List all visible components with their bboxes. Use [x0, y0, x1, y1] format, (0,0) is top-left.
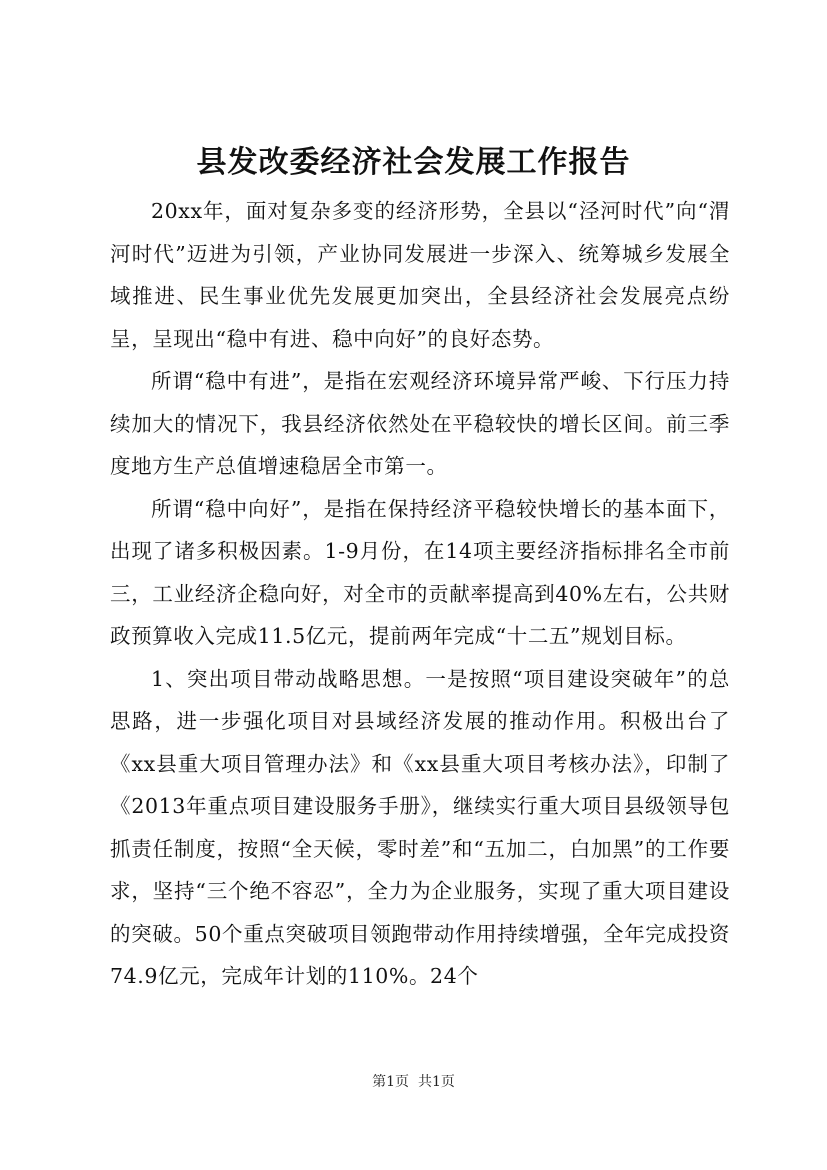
page-number: 第1页 共1页 — [372, 1074, 455, 1090]
paragraph-steady-progress: 所谓“稳中有进”，是指在宏观经济环境异常严峻、下行压力持续加大的情况下，我县经济依然处在平稳较快的增长区间。前三季度地方生产总值增速稳居全市第一。 — [110, 369, 730, 478]
paragraph-intro: 20xx年，面对复杂多变的经济形势，全县以“泾河时代”向“渭河时代”迈进为引领，产业协同发展进一步深入、统筹城乡发展全域推进、民生事业优先发展更加突出，全县经济社会发展亮点纷呈，呈现出“稳中有进、稳中向好”的良好态势。 — [110, 199, 730, 351]
document-body — [110, 190, 730, 998]
page-footer — [0, 1072, 827, 1092]
paragraph-project-strategy: 1、突出项目带动战略思想。一是按照“项目建设突破年”的总思路，进一步强化项目对县域经济发展的推动作用。积极出台了《xx县重大项目管理办法》和《xx县重大项目考核办法》，印制了《2013年重点项目建设服务手册》，继续实行重大项目县级领导包抓责任制度，按照“全天候，零时差”和“五加二，白加黑”的工作要求，坚持“三个绝不容忍”，全力为企业服务，实现了重大项目建设的突破。50个重点突破项目领跑带动作用持续增强，全年完成投资74.9亿元，完成年计划的110%。24个 — [110, 666, 730, 988]
document-title: 县发改委经济社会发展工作报告 — [196, 145, 631, 180]
paragraph-improving-trend: 所谓“稳中向好”，是指在保持经济平稳较快增长的基本面下，出现了诸多积极因素。1-9月份，在14项主要经济指标排名全市前三，工业经济企稳向好，对全市的贡献率提高到40%左右，公共财政预算收入完成11.5亿元，提前两年完成“十二五”规划目标。 — [110, 496, 731, 648]
